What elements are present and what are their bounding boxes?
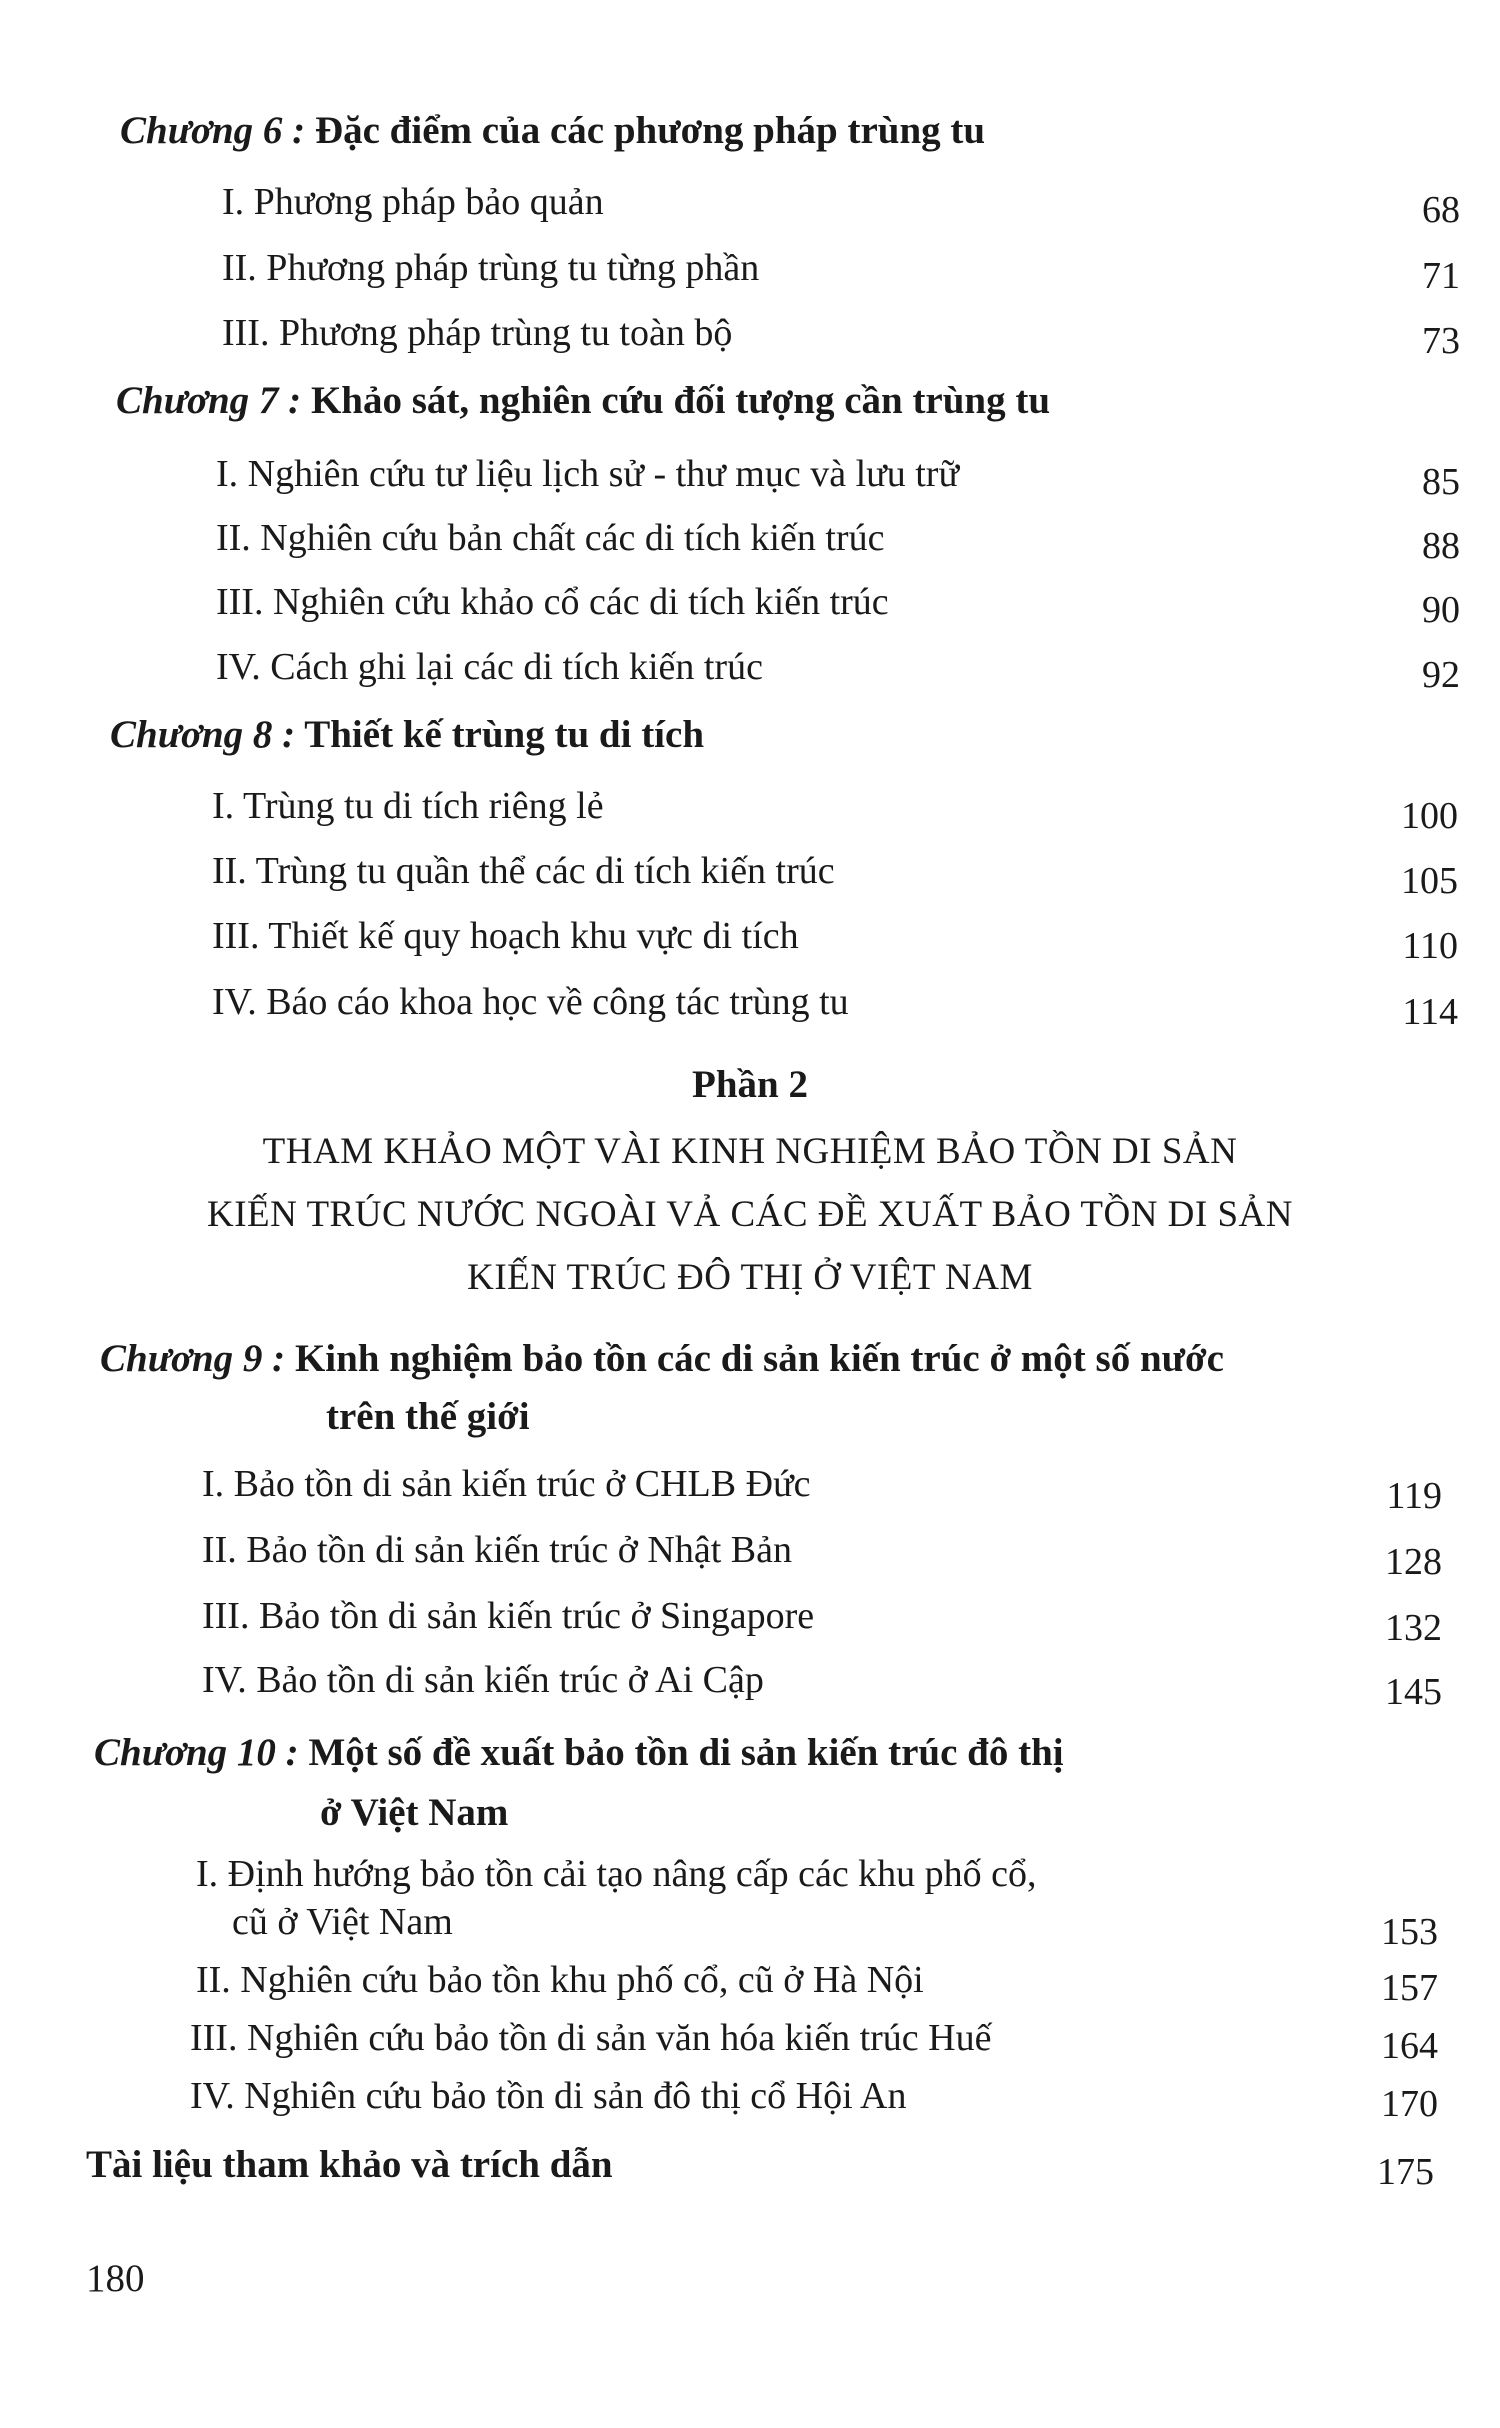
page-number: 180 [86,2257,145,2300]
toc-entry: II. Nghiên cứu bản chất các di tích kiến trúc [216,517,885,559]
references-heading: Tài liệu tham khảo và trích dẫn [86,2143,613,2186]
part-2-subtitle-line: KIẾN TRÚC NƯỚC NGOÀI VẢ CÁC ĐỀ XUẤT BẢO TỒN DI SẢN [207,1194,1293,1235]
chapter-10-label: Chương 10 : [94,1731,299,1774]
chapter-6-label: Chương 6 : [120,109,306,152]
chapter-9-heading [100,1336,1224,1381]
toc-entry: II. Bảo tồn di sản kiến trúc ở Nhật Bản [202,1529,792,1571]
toc-entry: III. Phương pháp trùng tu toàn bộ [222,312,733,354]
toc-page-number: 105 [1401,860,1458,902]
toc-entry: III. Nghiên cứu bảo tồn di sản văn hóa kiến trúc Huế [190,2017,992,2059]
toc-page-number: 73 [1422,320,1460,362]
part-2-subtitle-line: THAM KHẢO MỘT VÀI KINH NGHIỆM BẢO TỒN DI SẢN [262,1131,1238,1172]
toc-page-number: 85 [1422,461,1460,503]
toc-entry: I. Định hướng bảo tồn cải tạo nâng cấp các khu phố cổ, [196,1853,1037,1895]
toc-page-number: 128 [1385,1541,1442,1583]
toc-page-number: 175 [1377,2151,1434,2193]
toc-entry: I. Trùng tu di tích riêng lẻ [212,785,604,827]
toc-entry: II. Phương pháp trùng tu từng phần [222,247,760,289]
toc-entry: III. Thiết kế quy hoạch khu vực di tích [212,915,799,957]
chapter-7-heading [116,378,1050,423]
toc-page-number: 164 [1381,2025,1438,2067]
chapter-6-heading [120,108,985,153]
toc-page-number: 114 [1402,991,1458,1033]
toc-entry: I. Nghiên cứu tư liệu lịch sử - thư mục và lưu trữ [216,453,960,495]
chapter-8-label: Chương 8 : [110,713,296,756]
part-2-title: Phần 2 [692,1063,808,1106]
chapter-7-title: Khảo sát, nghiên cứu đối tượng cần trùng tu [310,379,1051,422]
toc-entry: IV. Cách ghi lại các di tích kiến trúc [216,646,763,688]
toc-entry: I. Bảo tồn di sản kiến trúc ở CHLB Đức [202,1463,811,1505]
chapter-6-title: Đặc điểm của các phương pháp trùng tu [314,109,986,152]
toc-page-number: 71 [1422,255,1460,297]
toc-page-number: 92 [1422,654,1460,696]
toc-page-number: 100 [1401,795,1458,837]
toc-page-number: 90 [1422,589,1460,631]
toc-page-number: 157 [1381,1967,1438,2009]
toc-entry: II. Trùng tu quần thể các di tích kiến trúc [212,850,835,892]
toc-page-number: 68 [1422,189,1460,231]
chapter-10-title-continued: ở Việt Nam [320,1791,509,1834]
chapter-9-title: Kinh nghiệm bảo tồn các di sản kiến trúc ở một số nước [294,1337,1224,1380]
chapter-10-heading [94,1730,1064,1775]
chapter-7-label: Chương 7 : [116,379,302,422]
chapter-9-title-continued: trên thế giới [326,1395,530,1438]
toc-entry: IV. Bảo tồn di sản kiến trúc ở Ai Cập [202,1659,764,1701]
part-2-subtitle-line: KIẾN TRÚC ĐÔ THỊ Ở VIỆT NAM [467,1257,1033,1298]
toc-page-number: 110 [1402,925,1458,967]
toc-page-number: 88 [1422,525,1460,567]
chapter-8-heading [110,712,704,757]
toc-entry: III. Bảo tồn di sản kiến trúc ở Singapore [202,1595,815,1637]
toc-entry: III. Nghiên cứu khảo cổ các di tích kiến trúc [216,581,889,623]
toc-entry: IV. Báo cáo khoa học về công tác trùng tu [212,981,849,1023]
toc-page-number: 170 [1381,2083,1438,2125]
chapter-8-title: Thiết kế trùng tu di tích [304,713,705,756]
toc-page-number: 153 [1381,1911,1438,1953]
toc-entry-continued: cũ ở Việt Nam [232,1901,453,1943]
toc-page-number: 145 [1385,1671,1442,1713]
toc-entry: I. Phương pháp bảo quản [222,181,604,223]
chapter-10-title: Một số đề xuất bảo tồn di sản kiến trúc đô thị [308,1731,1064,1774]
toc-page-number: 119 [1386,1475,1442,1517]
chapter-9-label: Chương 9 : [100,1337,286,1380]
toc-page-number: 132 [1385,1607,1442,1649]
toc-entry: II. Nghiên cứu bảo tồn khu phố cổ, cũ ở Hà Nội [196,1959,924,2001]
toc-entry: IV. Nghiên cứu bảo tồn di sản đô thị cổ Hội An [190,2075,907,2117]
